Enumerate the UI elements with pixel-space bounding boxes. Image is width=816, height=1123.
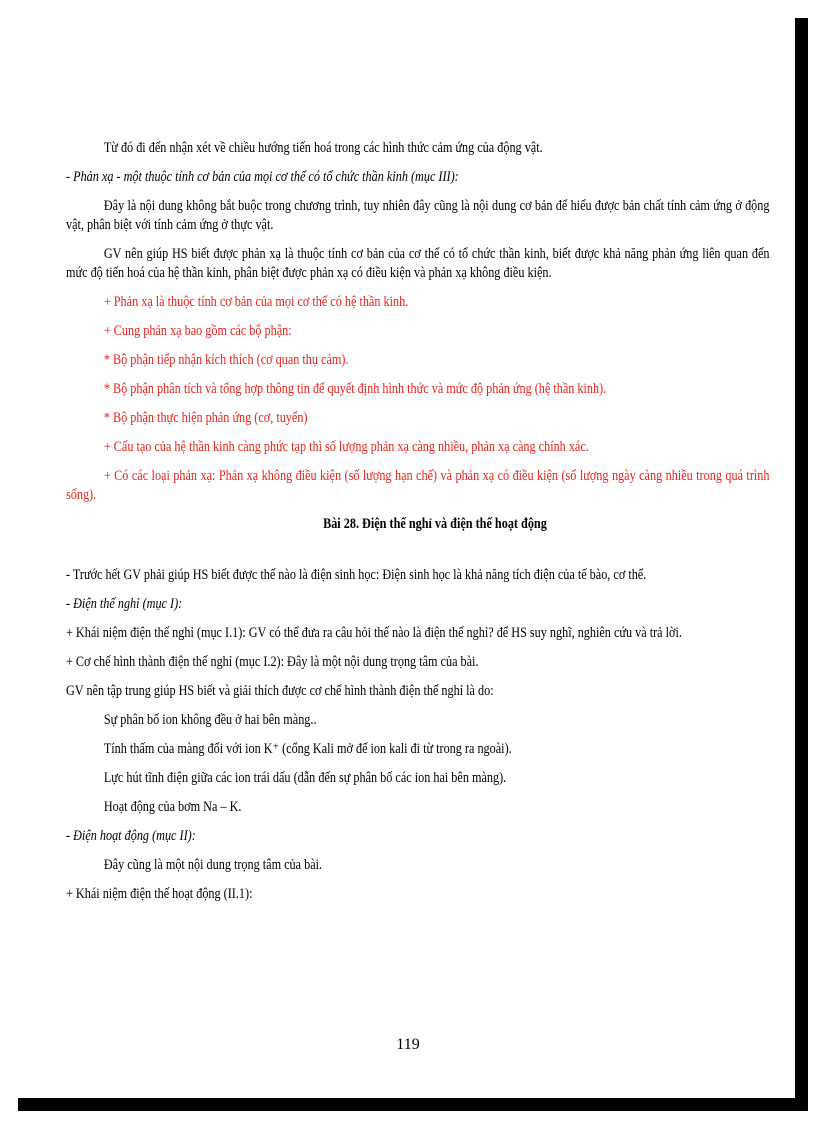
page-shadow-right bbox=[795, 18, 808, 1098]
section-heading: - Phản xạ - một thuộc tính cơ bản của mọi cơ thể có tổ chức thần kinh (mục III): bbox=[66, 169, 459, 185]
list-item: Hoạt động của bơm Na – K. bbox=[103, 799, 242, 815]
paragraph: Đây cũng là một nội dung trọng tâm của bài. bbox=[103, 857, 323, 873]
red-list-item: + Cung phản xạ bao gồm các bộ phận: bbox=[103, 323, 292, 339]
spacer bbox=[66, 544, 769, 566]
red-list-item: + Cấu tạo của hệ thần kinh càng phức tạp thì số lượng phản xạ càng nhiều, phản xạ càng chính xác. bbox=[103, 439, 589, 455]
red-list-item: + Phản xạ là thuộc tính cơ bản của mọi cơ thể có hệ thần kinh. bbox=[103, 294, 409, 310]
lesson-title: Bài 28. Điện thế nghỉ và điện thế hoạt động bbox=[323, 516, 547, 532]
paragraph: + Khái niệm điện thế nghỉ (mục I.1): GV có thể đưa ra câu hỏi thế nào là điện thế nghỉ? để HS suy nghĩ, nghiên cứu và trả lời. bbox=[66, 625, 682, 641]
list-item: Lực hút tĩnh điện giữa các ion trái dấu (dẫn đến sự phân bố các ion hai bên màng). bbox=[103, 770, 507, 786]
paragraph: + Cơ chế hình thành điện thế nghỉ (mục I.2): Đây là một nội dung trọng tâm của bài. bbox=[66, 654, 479, 670]
paragraph: Từ đó đi đến nhận xét về chiều hướng tiến hoá trong các hình thức cảm ứng của động vật. bbox=[103, 140, 543, 156]
paragraph: + Khái niệm điện thế hoạt động (II.1): bbox=[66, 886, 253, 902]
red-list-item: * Bộ phận thực hiện phản ứng (cơ, tuyến) bbox=[103, 410, 308, 426]
paragraph: GV nên tập trung giúp HS biết và giải thích được cơ chế hình thành điện thế nghỉ là do: bbox=[66, 683, 494, 699]
list-item: Tính thấm của màng đối với ion K⁺ (cổng Kali mở để ion kali đi từ trong ra ngoài). bbox=[103, 741, 512, 757]
document-body bbox=[66, 139, 769, 914]
paragraph: GV nên giúp HS biết được phản xạ là thuộc tính cơ bản của cơ thể có tổ chức thần kinh, biết được khả năng phản ứng liên quan đến mức độ tiến hoá của hệ thần kinh, phân biệt được phản xạ có điều kiện và phản xạ không điều kiện. bbox=[66, 246, 770, 281]
red-list-item: * Bộ phận phân tích và tổng hợp thông tin để quyết định hình thức và mức độ phản ứng (hệ thần kinh). bbox=[103, 381, 607, 397]
red-list-item: + Có các loại phản xạ: Phản xạ không điều kiện (số lượng hạn chế) và phản xạ có điều kiện (số lượng ngày càng nhiều trong quá trình sống). bbox=[66, 468, 770, 503]
section-heading: - Điện thế nghỉ (mục I): bbox=[66, 596, 183, 612]
list-item: Sự phân bố ion không đều ở hai bên màng.. bbox=[103, 712, 317, 728]
page-number: 119 bbox=[396, 1036, 420, 1053]
page-shadow-bottom bbox=[18, 1098, 808, 1111]
paragraph: - Trước hết GV phải giúp HS biết được thế nào là điện sinh học: Điện sinh học là khả năng tích điện của tế bào, cơ thể. bbox=[66, 567, 647, 583]
paragraph: Đây là nội dung không bắt buộc trong chương trình, tuy nhiên đây cũng là nội dung cơ bản để hiểu được bản chất tính cảm ứng ở động vật, phân biệt với tính cảm ứng ở thực vật. bbox=[66, 198, 770, 233]
section-heading: - Điện hoạt động (mục II): bbox=[66, 828, 196, 844]
red-list-item: * Bộ phận tiếp nhận kích thích (cơ quan thụ cảm). bbox=[103, 352, 349, 368]
